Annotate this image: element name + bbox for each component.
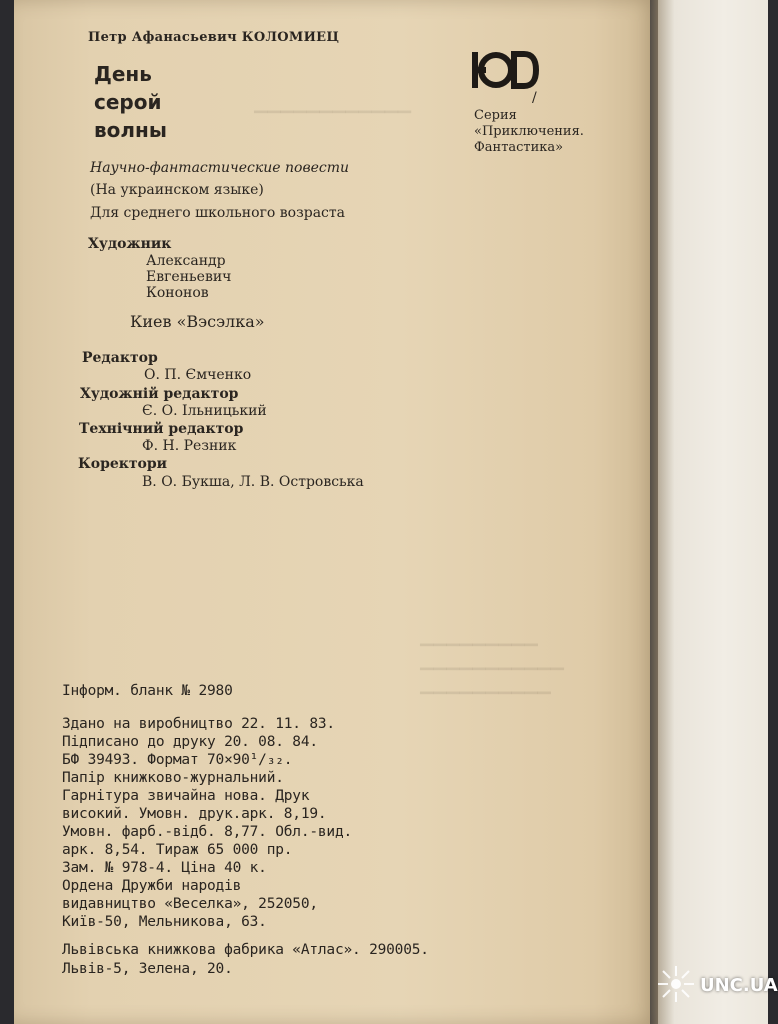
printer-line: Львів-5, Зелена, 20.	[62, 961, 233, 977]
publisher-line: Киев «Вэсэлка»	[130, 312, 265, 331]
credit-role-art-editor: Художній редактор	[80, 386, 239, 402]
watermark-text: UNC.UA	[700, 975, 778, 996]
credit-role-tech-editor: Технічний редактор	[79, 421, 244, 437]
imprint-blank: Інформ. бланк № 2980	[62, 683, 233, 699]
series-label: Серия	[474, 108, 517, 123]
imprint-line: БФ 39493. Формат 70×90¹/₃₂.	[62, 752, 293, 768]
imprint-line: Папір книжково-журнальний.	[62, 770, 284, 786]
imprint-line: високий. Умовн. друк.арк. 8,19.	[62, 806, 327, 822]
show-through-text: ▁▁▁▁▁▁▁▁▁▁▁▁	[200, 94, 411, 114]
imprint-line: Здано на виробництво 22. 11. 83.	[62, 716, 335, 732]
imprint-line: Київ-50, Мельникова, 63.	[62, 914, 267, 930]
publisher-logo-icon	[470, 48, 538, 92]
imprint-line: Ордена Дружби народів	[62, 878, 242, 894]
pen-mark: /	[532, 90, 537, 106]
imprint-line: арк. 8,54. Тираж 65 000 пр.	[62, 842, 293, 858]
printer-line: Львівська книжкова фабрика «Атлас». 290005.	[62, 942, 429, 958]
title-line-2: серой	[94, 90, 162, 114]
series-name-line-1: «Приключения.	[474, 124, 584, 139]
unc-logo-icon	[654, 962, 698, 1006]
title-line-1: День	[94, 62, 152, 86]
illustrator-name-line-1: Александр	[146, 253, 226, 269]
credit-role-proofreaders: Коректори	[78, 456, 168, 472]
imprint-line: Умовн. фарб.-відб. 8,77. Обл.-вид.	[62, 824, 353, 840]
author-name: Петр Афанасьевич КОЛОМИЕЦ	[88, 30, 340, 45]
credit-role-editor: Редактор	[82, 350, 158, 366]
credit-name-proofreaders: В. О. Букша, Л. В. Островська	[142, 474, 364, 490]
show-through-text-lower: ▁▁▁▁▁▁▁▁▁ ▁▁▁▁▁▁▁▁▁▁▁ ▁▁▁▁▁▁▁▁▁▁	[420, 627, 564, 695]
credit-name-art-editor: Є. О. Ільницький	[142, 403, 267, 419]
illustrator-label: Художник	[88, 236, 172, 252]
audience: Для среднего школьного возраста	[90, 205, 345, 221]
credit-name-editor: О. П. Ємченко	[144, 367, 252, 383]
title-line-3: волны	[94, 118, 167, 142]
facing-page	[658, 0, 768, 1024]
illustrator-name-line-2: Евгеньевич	[146, 269, 232, 285]
language-note: (На украинском языке)	[90, 182, 264, 198]
series-name-line-2: Фантастика»	[474, 140, 564, 155]
genre: Научно-фантастические повести	[90, 160, 350, 176]
imprint-line: видавництво «Веселка», 252050,	[62, 896, 318, 912]
imprint-line: Зам. № 978-4. Ціна 40 к.	[62, 860, 267, 876]
credit-name-tech-editor: Ф. Н. Резник	[142, 438, 237, 454]
imprint-line: Гарнітура звичайна нова. Друк	[62, 788, 310, 804]
illustrator-name-line-3: Кононов	[146, 285, 209, 301]
imprint-line: Підписано до друку 20. 08. 84.	[62, 734, 318, 750]
